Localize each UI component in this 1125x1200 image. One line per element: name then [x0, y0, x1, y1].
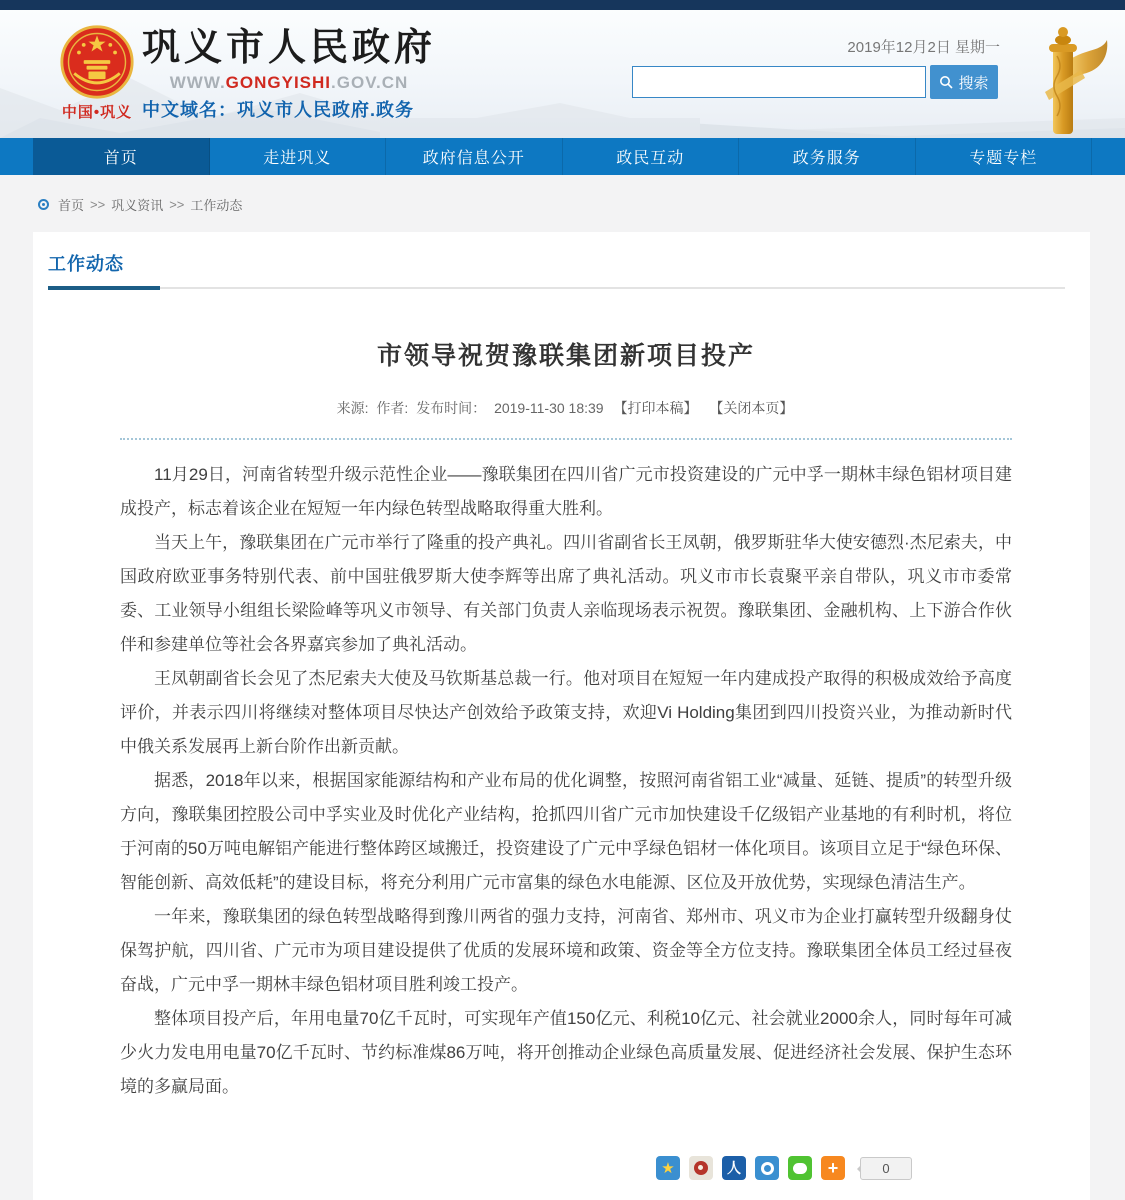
- paragraph: 11月29日，河南省转型升级示范性企业——豫联集团在四川省广元市投资建设的广元中孚一期林丰绿色铝材项目建成投产，标志着该企业在短短一年内绿色转型战略取得重大胜利。: [120, 465, 1012, 518]
- sina-weibo-icon[interactable]: [689, 1156, 713, 1180]
- meta-time-label: 发布时间：: [416, 400, 487, 416]
- breadcrumb-separator: >>: [90, 197, 106, 212]
- nav-item-interaction[interactable]: 政民互动: [563, 138, 740, 175]
- national-emblem-block: [55, 24, 139, 122]
- breadcrumb-news[interactable]: 巩义资讯: [111, 198, 164, 213]
- site-url-prefix: WWW.: [169, 72, 226, 92]
- article-title: 市领导祝贺豫联集团新项目投产: [376, 342, 755, 370]
- nav-item-services[interactable]: 政务服务: [739, 138, 916, 175]
- article: [33, 336, 1090, 1200]
- qzone-star-glyph: ★: [661, 1160, 675, 1177]
- section-head: [33, 244, 1090, 290]
- tencent-friend-icon[interactable]: [755, 1156, 779, 1180]
- search-button[interactable]: [930, 65, 998, 99]
- section-divider: [48, 286, 1065, 290]
- nav-item-home[interactable]: 首页: [33, 138, 210, 175]
- breadcrumb: [0, 175, 1125, 232]
- wechat-bubble-glyph: [793, 1163, 807, 1174]
- qzone-icon[interactable]: [656, 1156, 680, 1180]
- paragraph: 王凤朝副省长会见了杰尼索夫大使及马钦斯基总裁一行。他对项目在短短一年内建成投产取得的积极成效给予高度评价，并表示四川将继续对整体项目尽快达产创效给予政策支持，欢迎Vi Holding集团到四川投资兴业，为推动新时代中俄关系发展再上新台阶作出新贡献。: [120, 669, 1012, 756]
- print-page-link[interactable]: 【打印本稿】: [613, 400, 698, 416]
- meta-publish-time: 2019-11-30 18:39: [494, 400, 604, 416]
- friend-ring-glyph: [761, 1162, 774, 1175]
- nav-item-about-gongyi[interactable]: 走进巩义: [210, 138, 387, 175]
- location-pin-icon: [38, 199, 49, 210]
- article-meta: [120, 398, 1012, 418]
- breadcrumb-separator: >>: [169, 197, 185, 212]
- meta-source-label: 来源:: [336, 400, 369, 416]
- wechat-icon[interactable]: [788, 1156, 812, 1180]
- dotted-divider: [120, 438, 1012, 440]
- top-strip: [0, 0, 1125, 10]
- share-count-badge[interactable]: 0: [860, 1157, 912, 1180]
- search-icon: [939, 75, 953, 89]
- huabiao-pillar-graphic: [1017, 22, 1109, 134]
- breadcrumb-current: 工作动态: [190, 198, 243, 213]
- paragraph: 整体项目投产后，年用电量70亿千瓦时，可实现年产值150亿元、利税10亿元、社会就业2000余人，同时每年可减少火力发电用电量70亿千瓦时、节约标准煤86万吨，将开创推动企业绿色高质量发展、促进经济社会发展、保护生态环境的多赢局面。: [120, 1009, 1012, 1096]
- renren-glyph: 人: [727, 1160, 741, 1176]
- breadcrumb-home[interactable]: 首页: [58, 198, 85, 213]
- current-date: 2019年12月2日 星期一: [847, 39, 1000, 56]
- article-body: [120, 458, 1012, 1104]
- nav-item-gov-info[interactable]: 政府信息公开: [386, 138, 563, 175]
- section-title: 工作动态: [48, 254, 124, 274]
- site-url-suffix: .GOV.CN: [331, 72, 409, 92]
- paragraph: 当天上午，豫联集团在广元市举行了隆重的投产典礼。四川省副省长王凤朝，俄罗斯驻华大使安德烈·杰尼索夫，中国政府欧亚事务特别代表、前中国驻俄罗斯大使李辉等出席了典礼活动。巩义市市长袁聚平亲自带队，巩义市市委常委、工业领导小组组长梁险峰等巩义市领导、有关部门负责人亲临现场表示祝贺。豫联集团、金融机构、上下游合作伙伴和参建单位等社会各界嘉宾参加了典礼活动。: [120, 533, 1012, 654]
- search-input[interactable]: [632, 66, 926, 98]
- plus-glyph: +: [827, 1157, 839, 1178]
- national-emblem-icon: [59, 24, 135, 100]
- more-share-icon[interactable]: [821, 1156, 845, 1180]
- paragraph: 据悉，2018年以来，根据国家能源结构和产业布局的优化调整，按照河南省铝工业“减量、延链、提质”的转型升级方向，豫联集团控股公司中孚实业及时优化产业结构，抢抓四川省广元市加快建设千亿级铝产业基地的有利时机，将位于河南的50万吨电解铝产能进行整体跨区域搬迁，投资建设了广元中孚绿色铝材一体化项目。该项目立足于“绿色环保、智能创新、高效低耗”的建设目标，将充分利用广元市富集的绿色水电能源、区位及开放优势，实现绿色清洁生产。: [120, 771, 1012, 892]
- weibo-eye-glyph: [694, 1161, 708, 1175]
- site-header: [0, 10, 1125, 138]
- main-nav: [0, 138, 1125, 175]
- emblem-caption: 中国•巩义: [61, 104, 133, 121]
- content-container: [33, 232, 1090, 1200]
- close-page-link[interactable]: 【关闭本页】: [709, 400, 794, 416]
- site-title-block: [142, 28, 436, 122]
- meta-author-label: 作者:: [376, 400, 409, 416]
- site-url-highlight: GONGYISHI: [225, 72, 332, 92]
- share-bar: [120, 1156, 912, 1200]
- renren-icon[interactable]: [722, 1156, 746, 1180]
- paragraph: 一年来，豫联集团的绿色转型战略得到豫川两省的强力支持，河南省、郑州市、巩义市为企业打赢转型升级翻身仗保驾护航，四川省、广元市为项目建设提供了优质的发展环境和政策、资金等全方位支持。豫联集团全体员工经过昼夜奋战，广元中孚一期林丰绿色铝材项目胜利竣工投产。: [120, 907, 1012, 994]
- site-url: [142, 73, 436, 93]
- search-box: [632, 65, 998, 99]
- site-name: 巩义市人民政府: [142, 27, 437, 69]
- nav-item-special-topics[interactable]: 专题专栏: [916, 138, 1093, 175]
- search-button-label: 搜索: [958, 74, 989, 92]
- site-cn-domain: 中文域名：巩义市人民政府.政务: [142, 99, 414, 120]
